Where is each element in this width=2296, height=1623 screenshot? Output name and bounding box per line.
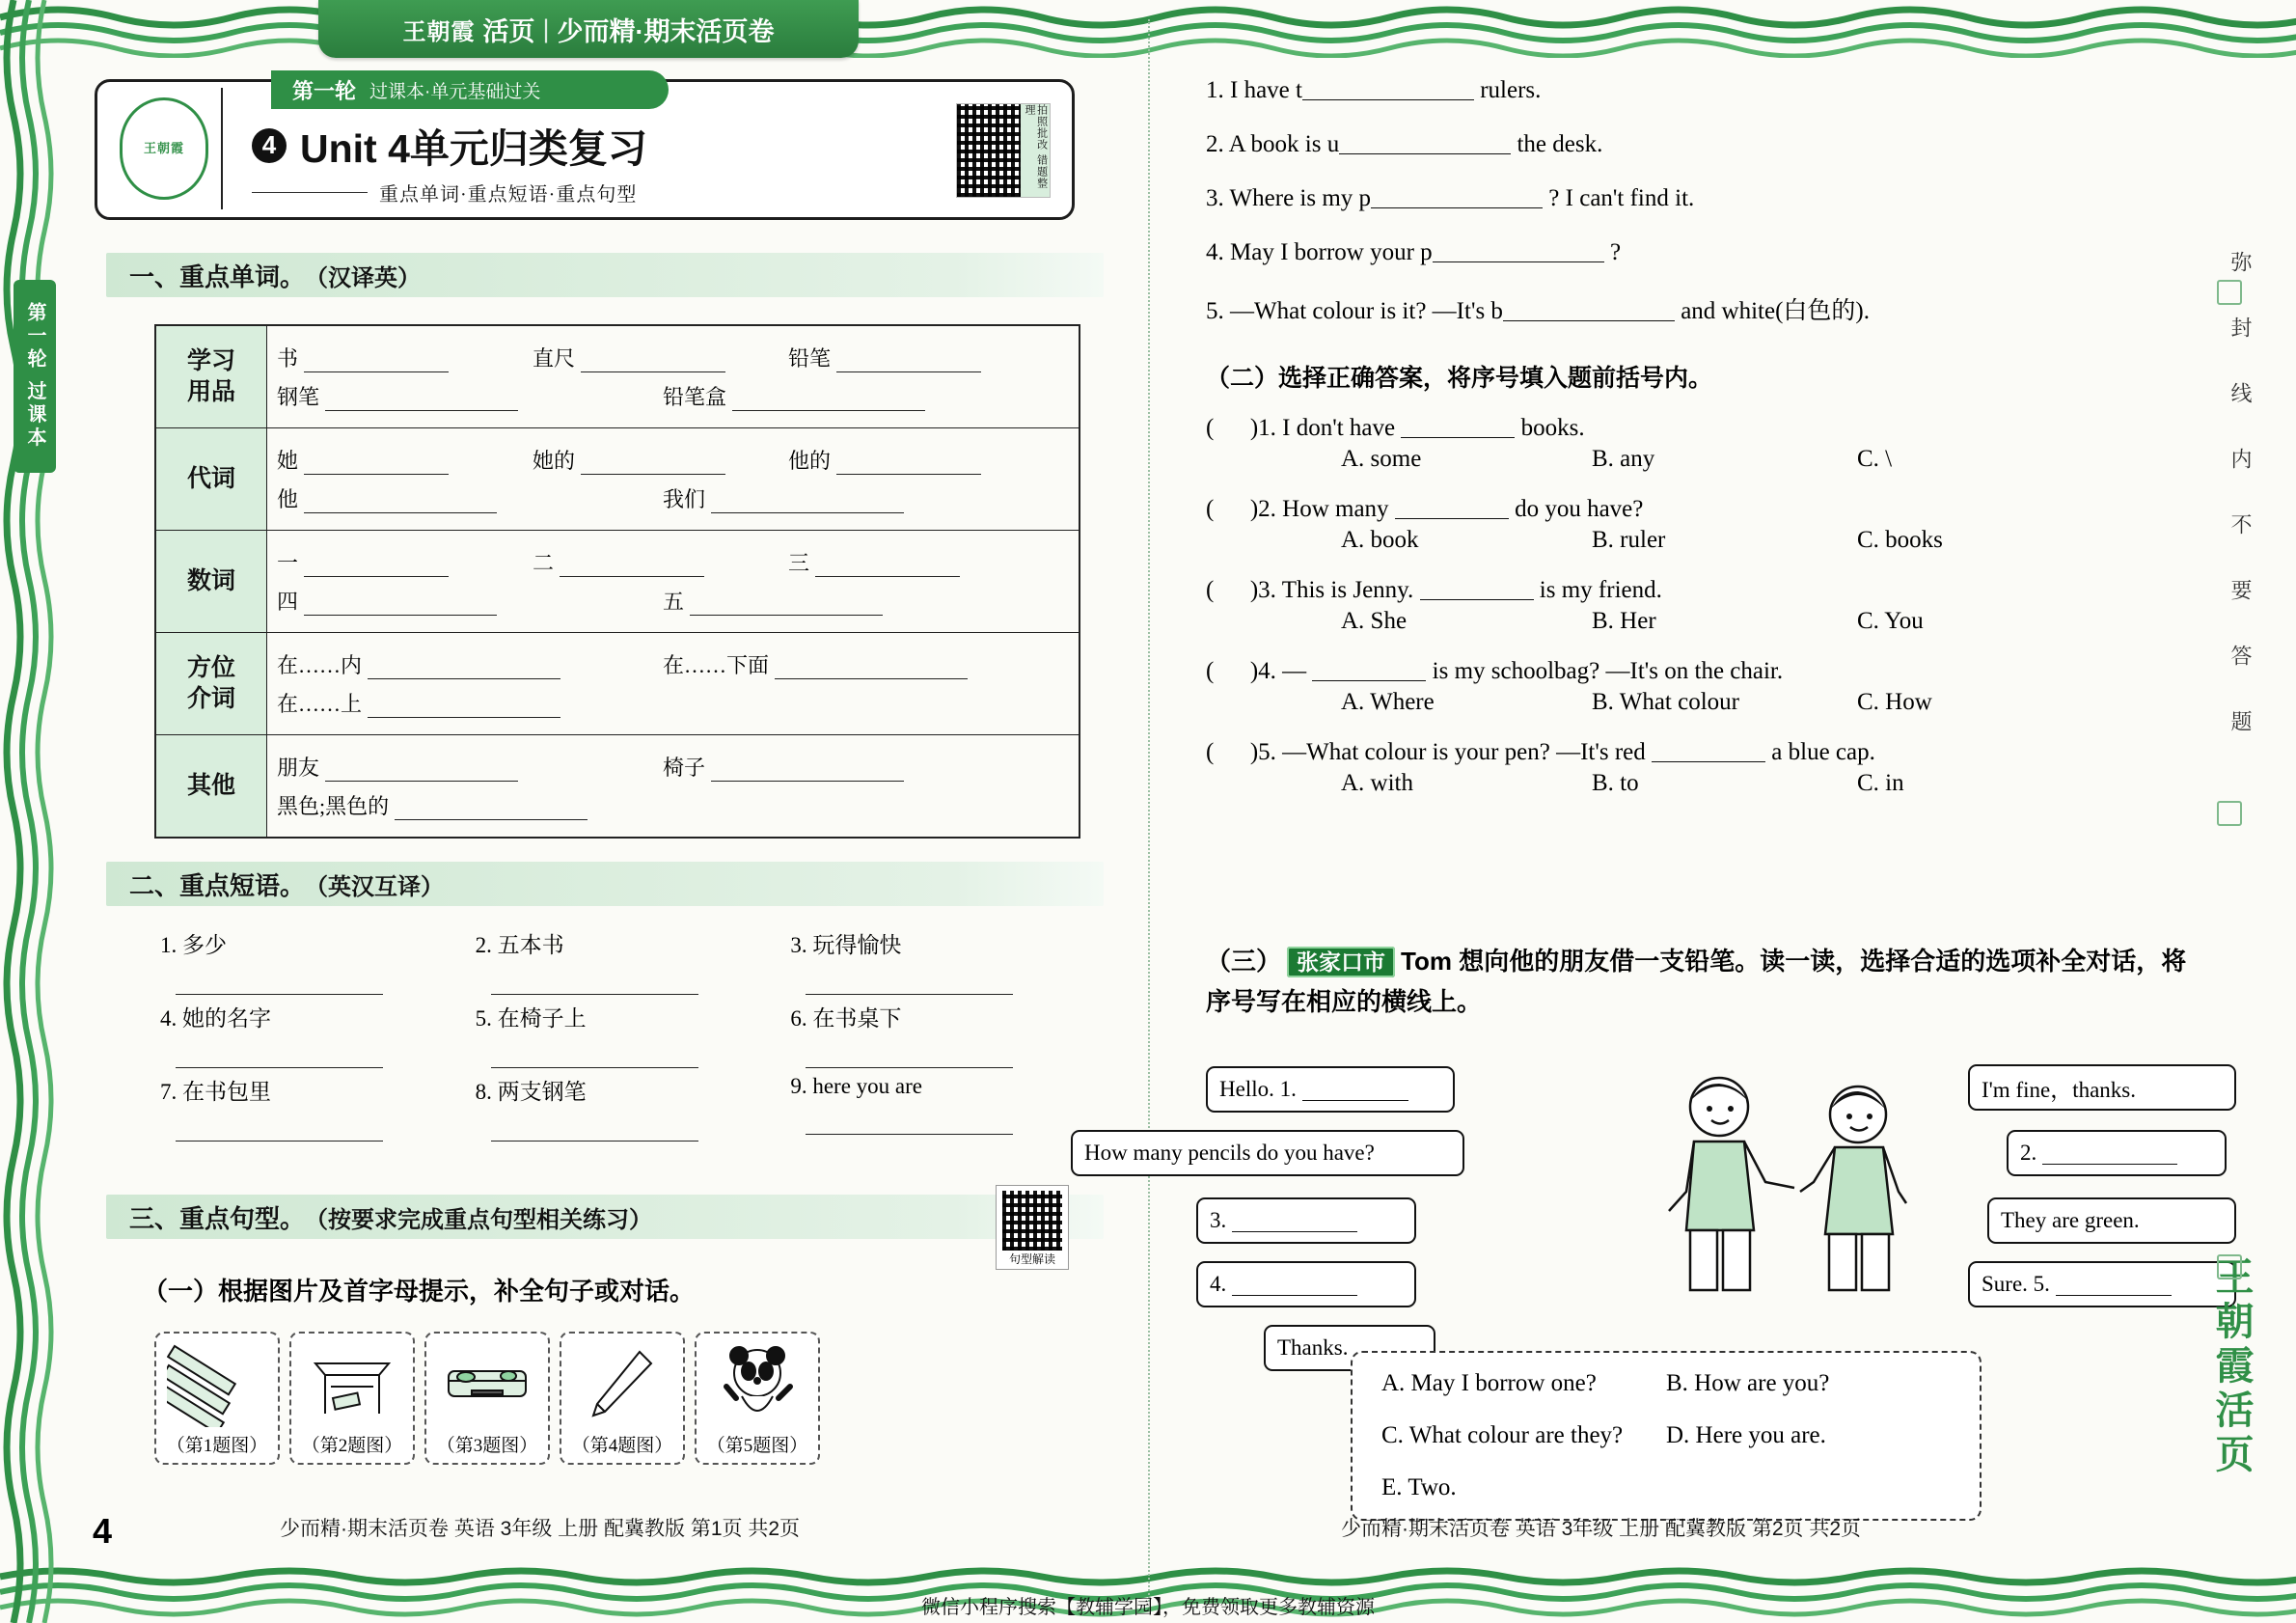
section1-heading-note: （汉译英） xyxy=(305,265,422,291)
vocab-entry xyxy=(533,547,788,577)
vocab-chinese: 椅子 xyxy=(663,756,706,780)
vocab-line xyxy=(277,752,1069,782)
answer-blank[interactable] xyxy=(1302,75,1474,100)
answer-blank[interactable] xyxy=(1302,1079,1408,1101)
unit-number-badge: 4 xyxy=(252,128,287,163)
qr-caption: 句型解读 xyxy=(1008,1252,1055,1266)
answer-blank[interactable] xyxy=(368,657,560,679)
picture-caption: （第3题图） xyxy=(436,1436,538,1456)
edge-mark-icon xyxy=(2217,280,2242,305)
question-suffix: ? I can't find it. xyxy=(1543,185,1695,211)
multiple-choice-questions xyxy=(1206,413,2219,818)
publisher-logo xyxy=(107,88,223,209)
table-row-label: 其他 xyxy=(155,735,267,839)
table-row-label: 方位 介词 xyxy=(155,633,267,735)
dialogue-illustration xyxy=(1084,1057,2228,1360)
dialogue-bubble xyxy=(1968,1261,2236,1307)
answer-blank[interactable] xyxy=(491,959,698,995)
edge-brand-text: 王朝霞活页 xyxy=(2210,1256,2253,1478)
question-prefix: 5. —What colour is it? —It's b xyxy=(1206,298,1503,324)
fill-question xyxy=(1206,237,2171,266)
ribbon-round-label: 第一轮 xyxy=(292,78,357,103)
answer-blank[interactable] xyxy=(1503,296,1675,321)
top-banner xyxy=(318,0,859,58)
bubble-text: 2. xyxy=(2020,1141,2037,1165)
vocab-chinese: 我们 xyxy=(663,487,706,511)
page-title xyxy=(252,117,908,174)
answer-blank[interactable] xyxy=(368,696,560,718)
table-row-content xyxy=(267,325,1080,428)
answer-blank[interactable] xyxy=(1395,494,1509,519)
vocab-entry xyxy=(788,445,1044,475)
mc-option[interactable]: A. some xyxy=(1341,446,1422,472)
mc-option[interactable]: A. book xyxy=(1341,527,1419,553)
vocab-chinese: 在……内 xyxy=(277,653,363,677)
table-row xyxy=(155,531,1080,633)
answer-blank[interactable] xyxy=(690,593,883,616)
vocab-line xyxy=(277,381,1069,411)
dialogue-bubble xyxy=(1206,1066,1455,1113)
seal-icon xyxy=(120,97,208,200)
picture-box xyxy=(289,1332,415,1465)
table-row-label: 学习 用品 xyxy=(155,325,267,428)
picture-caption: （第2题图） xyxy=(301,1436,403,1456)
round-ribbon xyxy=(271,70,669,109)
vocab-chinese: 铅笔 xyxy=(788,346,832,371)
vocab-chinese: 她的 xyxy=(533,449,576,473)
table-row-content xyxy=(267,531,1080,633)
vocab-chinese: 三 xyxy=(788,551,810,575)
picture-box xyxy=(560,1332,685,1465)
bubble-text: 4. xyxy=(1210,1272,1227,1296)
vocab-chinese: 她 xyxy=(277,449,299,473)
vocab-entry xyxy=(663,381,1049,411)
dialogue-bubble xyxy=(1071,1130,1464,1176)
mc-prefix: This is Jenny. xyxy=(1281,577,1420,603)
answer-blank[interactable] xyxy=(176,1106,383,1142)
picture-caption: （第5题图） xyxy=(706,1436,808,1456)
phrase-text: 2. 五本书 xyxy=(475,933,564,957)
mc-option[interactable]: B. ruler xyxy=(1592,527,1666,553)
dialogue-bubble xyxy=(1196,1197,1416,1244)
section-heading-phrases xyxy=(106,862,1104,906)
panda-icon xyxy=(697,1334,818,1431)
question-prefix: 1. I have t xyxy=(1206,77,1302,103)
banner-separator: | xyxy=(542,14,550,43)
vocab-entry xyxy=(277,343,533,372)
sidebar-tab-label: 第一轮 过课本 xyxy=(24,302,45,451)
vocab-entry xyxy=(663,649,1049,679)
vocabulary-table xyxy=(154,324,1080,839)
answer-option[interactable]: B. How are you? xyxy=(1666,1370,1830,1396)
question-suffix: rulers. xyxy=(1473,77,1542,103)
vocab-entry xyxy=(277,381,663,411)
answer-blank[interactable] xyxy=(1401,413,1515,438)
page-number: 4 xyxy=(93,1511,113,1551)
footer-right: 少而精·期末活页卷 英语 3年级 上册 配冀教版 第2页 共2页 xyxy=(1341,1518,1862,1540)
answer-blank[interactable] xyxy=(2056,1274,2172,1296)
rulers-icon xyxy=(156,1334,278,1431)
region-tag: 张家口市 xyxy=(1287,947,1395,977)
answer-blank[interactable] xyxy=(395,798,588,820)
bubble-text: I'm fine，thanks. xyxy=(1982,1077,2137,1102)
sidebar-tab-round-one xyxy=(14,280,56,473)
phrase-item xyxy=(451,995,766,1068)
answer-blank[interactable] xyxy=(732,389,925,411)
qr-code-icon xyxy=(1002,1191,1062,1251)
mc-option[interactable]: A. She xyxy=(1341,608,1408,634)
section2-heading-text: 二、重点短语。 xyxy=(129,870,306,900)
vocab-entry xyxy=(533,445,788,475)
answer-blank[interactable] xyxy=(1312,656,1426,681)
vocab-entry xyxy=(663,752,1049,782)
picture-box xyxy=(695,1332,820,1465)
mc-answer-bracket[interactable]: ( ) xyxy=(1206,496,1259,522)
dialogue-bubble xyxy=(2007,1130,2227,1176)
edge-mark-icon xyxy=(2217,801,2242,826)
answer-blank[interactable] xyxy=(1652,737,1765,762)
answer-option[interactable]: E. Two. xyxy=(1381,1474,1457,1500)
fill-question xyxy=(1206,129,2171,158)
question-suffix: ? xyxy=(1603,239,1622,265)
answer-blank[interactable] xyxy=(325,759,518,782)
mc-prefix: How many xyxy=(1282,496,1395,522)
part3-instruction xyxy=(1206,941,2190,1022)
phrase-item xyxy=(135,1068,451,1142)
mc-number: 2. xyxy=(1258,496,1283,522)
answer-option[interactable]: C. What colour are they? xyxy=(1381,1422,1624,1448)
answer-blank[interactable] xyxy=(836,350,981,372)
mc-number: 1. xyxy=(1258,415,1283,441)
mc-options-row xyxy=(1206,608,2219,635)
vocab-chinese: 朋友 xyxy=(277,756,320,780)
answer-blank[interactable] xyxy=(304,350,449,372)
vocab-entry xyxy=(533,343,788,372)
question-prefix: 4. May I borrow your p xyxy=(1206,239,1433,265)
unit-header-card xyxy=(95,79,1075,220)
section-heading-sentences xyxy=(106,1195,1104,1239)
qr-code-icon xyxy=(957,104,1021,197)
vocab-entry xyxy=(663,586,1049,616)
banner-series: 活页 xyxy=(482,16,535,46)
part3-text: Tom 想向他的朋友借一支铅笔。读一读，选择合适的选项补全对话，将序号写在相应的横线上。 xyxy=(1206,947,2187,1017)
table-row-content xyxy=(267,428,1080,531)
vocab-chinese: 四 xyxy=(277,590,299,614)
vocab-entry xyxy=(277,547,533,577)
bubble-text: They are green. xyxy=(2001,1208,2140,1232)
table-row-label: 数词 xyxy=(155,531,267,633)
vocab-line xyxy=(277,586,1069,616)
phrase-item xyxy=(765,922,1080,995)
answer-blank[interactable] xyxy=(815,555,960,577)
answer-option[interactable]: A. May I borrow one? xyxy=(1381,1370,1597,1396)
fill-question xyxy=(1206,75,2171,104)
vocab-chinese: 在……上 xyxy=(277,692,363,716)
part2-instruction: （二）选择正确答案，将序号填入题前括号内。 xyxy=(1206,365,1713,392)
mc-option[interactable]: C. books xyxy=(1857,527,1943,553)
mc-option[interactable]: A. Where xyxy=(1341,689,1435,715)
table-row-content xyxy=(267,735,1080,839)
answer-blank[interactable] xyxy=(1371,183,1543,208)
answer-blank[interactable] xyxy=(711,759,904,782)
mc-number: 4. xyxy=(1258,658,1283,684)
vocab-chinese: 直尺 xyxy=(533,346,576,371)
phrase-text: 9. here you are xyxy=(790,1074,922,1098)
phrase-text: 3. 玩得愉快 xyxy=(790,933,902,957)
answer-blank[interactable] xyxy=(304,555,449,577)
vocab-chinese: 铅笔盒 xyxy=(663,385,727,409)
mc-number: 3. xyxy=(1258,577,1282,603)
picture-caption: （第1题图） xyxy=(166,1436,268,1456)
phrase-item xyxy=(451,922,766,995)
qr-code-photo-correction[interactable] xyxy=(956,103,1051,198)
answer-blank[interactable] xyxy=(806,1099,1013,1135)
page-gutter-divider xyxy=(1148,19,1150,1602)
question-suffix: the desk. xyxy=(1511,131,1603,157)
mc-number: 5. xyxy=(1258,739,1283,765)
table-row xyxy=(155,325,1080,428)
bottom-promo-note: 微信小程序搜索【教辅学园】，免费领取更多教辅资源 xyxy=(921,1597,1375,1618)
mc-question xyxy=(1206,737,2219,766)
mc-question xyxy=(1206,494,2219,523)
bubble-text: How many pencils do you have? xyxy=(1084,1141,1375,1165)
phrase-text: 6. 在书桌下 xyxy=(790,1006,902,1031)
vocab-line xyxy=(277,547,1069,577)
answer-blank[interactable] xyxy=(581,350,725,372)
mc-options-row xyxy=(1206,527,2219,554)
phrase-item xyxy=(765,1068,1080,1142)
vocab-entry xyxy=(277,752,663,782)
mc-question xyxy=(1206,656,2219,685)
mc-option[interactable]: B. any xyxy=(1592,446,1655,472)
dialogue-bubble xyxy=(1987,1197,2236,1244)
wave-left-decoration xyxy=(0,0,58,1623)
phrase-item xyxy=(451,1068,766,1142)
two-boys-illustration xyxy=(1630,1066,1939,1298)
part1-instruction: （一）根据图片及首字母提示，补全句子或对话。 xyxy=(143,1277,696,1306)
answer-blank[interactable] xyxy=(491,1032,698,1068)
table-row-label: 代词 xyxy=(155,428,267,531)
answer-blank[interactable] xyxy=(711,491,904,513)
table-row xyxy=(155,633,1080,735)
phrase-text: 7. 在书包里 xyxy=(160,1080,271,1104)
table-row xyxy=(155,428,1080,531)
vocab-entry xyxy=(788,547,1044,577)
mc-option[interactable]: A. with xyxy=(1341,770,1413,796)
bubble-text: 3. xyxy=(1210,1208,1227,1232)
answer-blank[interactable] xyxy=(304,491,497,513)
pen-icon xyxy=(561,1334,683,1431)
answer-blank[interactable] xyxy=(806,959,1013,995)
answer-blank[interactable] xyxy=(1339,129,1511,154)
vocab-line xyxy=(277,790,1069,820)
picture-row xyxy=(154,1332,820,1465)
vocab-chinese: 黑色;黑色的 xyxy=(277,794,390,818)
phrase-list xyxy=(135,922,1080,1142)
vocab-line xyxy=(277,343,1069,372)
edge-mark-icon xyxy=(2217,1254,2242,1279)
phrase-item xyxy=(135,995,451,1068)
edge-seal-text: 弥封线内不要答题 xyxy=(2228,251,2253,776)
answer-blank[interactable] xyxy=(775,657,968,679)
pencil-case-icon xyxy=(426,1334,548,1431)
answer-options-box xyxy=(1351,1351,1982,1521)
vocab-entry xyxy=(277,483,663,513)
section-heading-words xyxy=(106,253,1104,297)
mc-answer-bracket[interactable]: ( ) xyxy=(1206,658,1259,684)
vocab-entry xyxy=(277,445,533,475)
mc-option[interactable]: B. Her xyxy=(1592,608,1656,634)
unit-title-text: Unit 4单元归类复习 xyxy=(300,126,647,171)
answer-blank[interactable] xyxy=(2042,1142,2177,1165)
answer-blank[interactable] xyxy=(1232,1210,1357,1232)
picture-caption: （第4题图） xyxy=(571,1436,673,1456)
mc-question xyxy=(1206,413,2219,442)
mc-options-row xyxy=(1206,770,2219,797)
answer-blank[interactable] xyxy=(304,593,497,616)
qr-label: 拍照批改 错题整理 xyxy=(1021,104,1050,197)
mc-options-row xyxy=(1206,689,2219,716)
phrase-item xyxy=(135,922,451,995)
part3-label: （三） xyxy=(1206,947,1282,976)
answer-blank[interactable] xyxy=(491,1106,698,1142)
vocab-chinese: 他 xyxy=(277,487,299,511)
vocab-chinese: 钢笔 xyxy=(277,385,320,409)
vocab-line xyxy=(277,483,1069,513)
table-row-content xyxy=(267,633,1080,735)
vocab-chinese: 他的 xyxy=(788,449,832,473)
mc-suffix: do you have? xyxy=(1508,496,1644,522)
vocab-entry xyxy=(663,483,1049,513)
answer-blank[interactable] xyxy=(836,453,981,475)
mc-suffix: is my schoolbag? —It's on the chair. xyxy=(1426,658,1784,684)
mc-question xyxy=(1206,575,2219,604)
answer-blank[interactable] xyxy=(176,959,383,995)
answer-blank[interactable] xyxy=(325,389,518,411)
mc-answer-bracket[interactable]: ( ) xyxy=(1206,739,1259,765)
fill-question xyxy=(1206,291,2171,326)
answer-blank[interactable] xyxy=(1232,1274,1357,1296)
vocab-chinese: 一 xyxy=(277,551,299,575)
desk-book-icon xyxy=(291,1334,413,1431)
answer-blank[interactable] xyxy=(176,1032,383,1068)
seal-label: 王朝霞 xyxy=(143,141,184,156)
phrase-text: 1. 多少 xyxy=(160,933,227,957)
fill-in-blank-questions xyxy=(1206,75,2171,351)
mc-option[interactable]: B. to xyxy=(1592,770,1639,796)
phrase-text: 8. 两支钢笔 xyxy=(475,1080,587,1104)
fill-question xyxy=(1206,183,2171,212)
rule-left xyxy=(252,192,368,193)
answer-blank[interactable] xyxy=(1433,237,1604,262)
phrase-text: 4. 她的名字 xyxy=(160,1006,271,1031)
unit-subtitle-text: 重点单词·重点短语·重点句型 xyxy=(379,184,638,206)
bubble-text: Sure. 5. xyxy=(1982,1272,2050,1296)
vocab-entry xyxy=(277,790,663,820)
dialogue-bubble xyxy=(1196,1261,1416,1307)
vocab-chinese: 在……下面 xyxy=(663,653,770,677)
mc-option[interactable]: C. You xyxy=(1857,608,1924,634)
mc-suffix: a blue cap. xyxy=(1765,739,1875,765)
vocab-chinese: 二 xyxy=(533,551,555,575)
mc-options-row xyxy=(1206,446,2219,473)
unit-subtitle xyxy=(252,179,927,206)
section3-heading-text: 三、重点句型。 xyxy=(129,1203,306,1233)
vocab-entry xyxy=(277,586,663,616)
mc-suffix: is my friend. xyxy=(1533,577,1662,603)
section1-heading-text: 一、重点单词。 xyxy=(129,261,306,291)
answer-option[interactable]: D. Here you are. xyxy=(1666,1422,1826,1448)
question-prefix: 3. Where is my p xyxy=(1206,185,1372,211)
mc-prefix: I don't have xyxy=(1282,415,1402,441)
mc-option[interactable]: B. What colour xyxy=(1592,689,1739,715)
answer-blank[interactable] xyxy=(560,555,704,577)
bubble-text: Thanks. xyxy=(1277,1335,1349,1360)
vocab-entry xyxy=(277,649,663,679)
section2-heading-note: （英汉互译） xyxy=(305,874,445,900)
table-row xyxy=(155,735,1080,839)
mc-option[interactable]: C. \ xyxy=(1857,446,1893,472)
picture-box xyxy=(154,1332,280,1465)
dialogue-bubble xyxy=(1968,1064,2236,1111)
vocab-entry xyxy=(788,343,1044,372)
banner-subtitle: 少而精·期末活页卷 xyxy=(557,16,775,46)
mc-answer-bracket[interactable]: ( ) xyxy=(1206,577,1259,603)
mc-suffix: books. xyxy=(1515,415,1585,441)
picture-box xyxy=(424,1332,550,1465)
vocab-line xyxy=(277,445,1069,475)
mc-option[interactable]: C. in xyxy=(1857,770,1904,796)
question-prefix: 2. A book is u xyxy=(1206,131,1340,157)
ribbon-text: 过课本·单元基础过关 xyxy=(369,81,541,102)
answer-blank[interactable] xyxy=(304,453,449,475)
question-suffix: and white(白色的). xyxy=(1674,298,1870,324)
vocab-chinese: 书 xyxy=(277,346,299,371)
footer-left: 少而精·期末活页卷 英语 3年级 上册 配冀教版 第1页 共2页 xyxy=(280,1518,801,1540)
vocab-chinese: 五 xyxy=(663,590,685,614)
bubble-text: Hello. 1. xyxy=(1219,1077,1297,1101)
mc-option[interactable]: C. How xyxy=(1857,689,1932,715)
phrase-item xyxy=(765,995,1080,1068)
mc-prefix: —What colour is your pen? —It's red xyxy=(1282,739,1653,765)
vocab-line xyxy=(277,649,1069,679)
vocab-line xyxy=(277,688,1069,718)
banner-brand: 王朝霞 xyxy=(402,18,476,45)
section3-heading-note: （按要求完成重点句型相关练习） xyxy=(305,1207,653,1233)
mc-answer-bracket[interactable]: ( ) xyxy=(1206,415,1259,441)
answer-blank[interactable] xyxy=(581,453,725,475)
vocab-entry xyxy=(277,688,663,718)
mc-prefix: — xyxy=(1282,658,1313,684)
phrase-text: 5. 在椅子上 xyxy=(475,1006,587,1031)
answer-blank[interactable] xyxy=(806,1032,1013,1068)
answer-blank[interactable] xyxy=(1420,575,1534,600)
qr-code-sentence-explain[interactable] xyxy=(996,1185,1069,1270)
